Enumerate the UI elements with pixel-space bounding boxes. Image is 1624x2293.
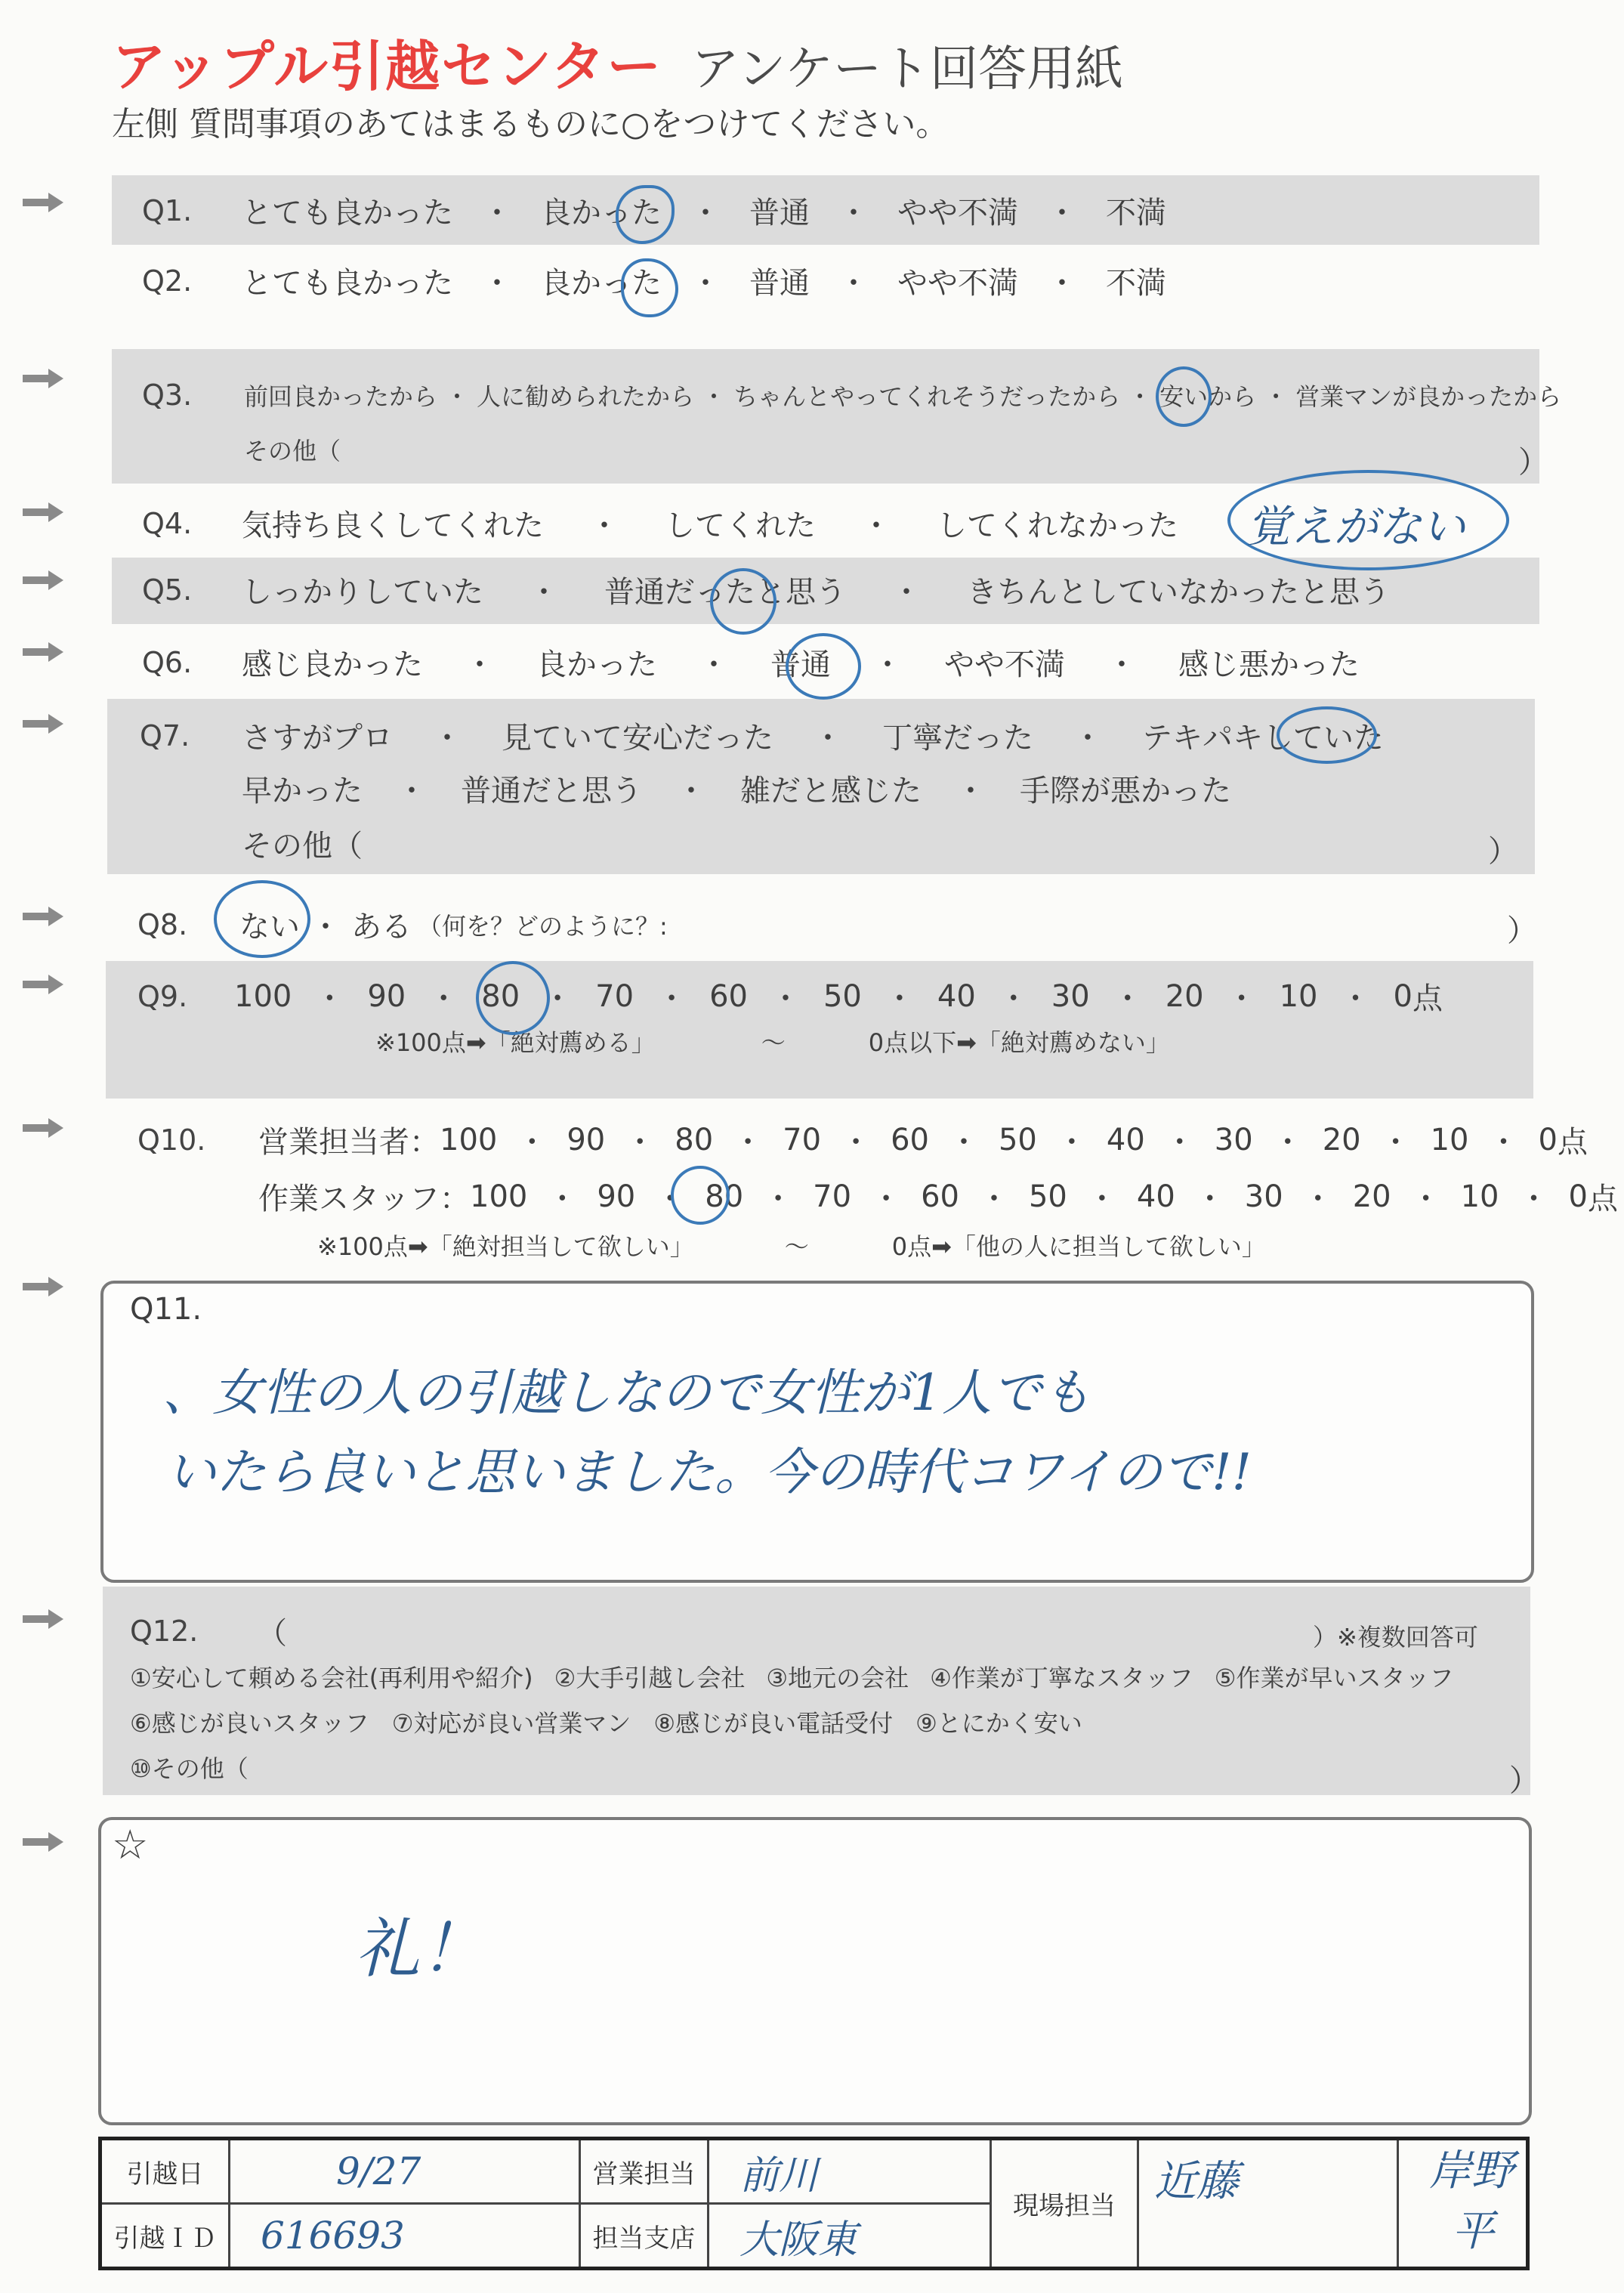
q10-sales-row: Q10. 営業担当者： 100 ・ 90 ・ 80 ・ 70 ・ 60 ・ 50 ・ 40 ・ 30 ・ 20 ・ 10 ・ 0 点: [137, 1118, 1588, 1161]
q10-sales-score[interactable]: 0: [1538, 1122, 1558, 1157]
q1-option[interactable]: 良かった: [541, 196, 662, 230]
q10-sales-score[interactable]: 70: [783, 1122, 822, 1157]
arrow-icon: [23, 642, 63, 662]
arrow-icon: [23, 369, 63, 388]
q3-option[interactable]: 安いから: [1159, 382, 1257, 411]
site-handwriting-2: 岸野: [1429, 2146, 1514, 2196]
arrow-icon: [23, 1277, 63, 1296]
branch-value: [709, 2204, 991, 2269]
q2-option[interactable]: 不満: [1106, 266, 1166, 301]
q9-note-left: ※100点➡「絶対薦める」: [375, 1028, 656, 1057]
q12-header: [130, 1609, 287, 1652]
arrow-icon: [23, 193, 63, 212]
q7-option[interactable]: 手際が悪かった: [1020, 774, 1231, 808]
q1-option[interactable]: 不満: [1106, 196, 1166, 230]
site-value-2: [1398, 2139, 1528, 2269]
moving-id-label: 引越ＩＤ: [100, 2204, 230, 2269]
q12-option[interactable]: ②大手引越し会社: [554, 1664, 746, 1692]
q8-selection-circle: [214, 880, 310, 958]
q5-row: Q5. しっかりしていた ・ 普通だったと思う ・ きちんとしていなかったと思う: [142, 568, 1390, 611]
q10-staff-score[interactable]: 80: [705, 1179, 744, 1214]
q10-sales-score[interactable]: 80: [675, 1122, 714, 1157]
q2-option[interactable]: 普通: [749, 266, 810, 301]
moving-day-value: [230, 2139, 580, 2204]
q9-selection-circle: [476, 961, 550, 1035]
q10-staff-score[interactable]: 10: [1460, 1179, 1499, 1214]
q8-option-yes[interactable]: ある: [351, 910, 412, 944]
q10-tilde: 〜: [784, 1232, 809, 1261]
q7-number: Q7.: [140, 718, 190, 752]
q7-option[interactable]: さすがプロ: [242, 721, 393, 756]
q12-number: Q12.: [130, 1614, 199, 1648]
q2-option[interactable]: とても良かった: [242, 266, 453, 301]
q10-staff-score[interactable]: 40: [1136, 1179, 1175, 1214]
q6-option[interactable]: 感じ悪かった: [1178, 647, 1360, 682]
footer-table: [98, 2137, 1530, 2270]
q10-sales-score[interactable]: 60: [891, 1122, 929, 1157]
q10-staff-score[interactable]: 70: [813, 1179, 852, 1214]
q10-sales-score[interactable]: 20: [1322, 1122, 1361, 1157]
q3-selection-circle: [1156, 366, 1212, 427]
q3-number: Q3.: [142, 379, 193, 412]
q12-open: （: [257, 1616, 287, 1651]
q9-score[interactable]: 60: [709, 978, 748, 1014]
arrow-icon: [23, 1118, 63, 1138]
form-title: アンケート回答用紙: [691, 42, 1124, 97]
q3-close: ）: [1518, 445, 1548, 480]
moving-day-label: 引越日: [100, 2139, 230, 2204]
q4-option[interactable]: してくれなかった: [937, 508, 1178, 543]
q5-option[interactable]: きちんとしていなかったと思う: [967, 575, 1390, 610]
q2-row: Q2. とても良かった ・ 良かった ・ 普通 ・ やや不満 ・ 不満: [142, 259, 1166, 302]
comment-box[interactable]: [98, 1817, 1532, 2125]
q12-option[interactable]: ⑦対応が良い営業マン: [391, 1709, 631, 1738]
q7-option[interactable]: 雑だと感じた: [740, 774, 922, 808]
q9-score[interactable]: 10: [1279, 978, 1318, 1014]
q9-note-right: 0点以下➡「絶対薦めない」: [868, 1028, 1170, 1057]
q1-option[interactable]: とても良かった: [242, 196, 453, 230]
q12-row-1: [130, 1659, 1453, 1694]
q10-staff-score[interactable]: 30: [1244, 1179, 1283, 1214]
q3-option[interactable]: 前回良かったから: [244, 382, 438, 411]
q6-option[interactable]: やや不満: [944, 647, 1065, 682]
q9-score[interactable]: 90: [367, 978, 406, 1014]
q11-number: Q11.: [130, 1292, 202, 1327]
q3-option[interactable]: 営業マンが良かったから: [1295, 382, 1562, 411]
q10-note-left: ※100点➡「絶対担当して欲しい」: [317, 1232, 694, 1261]
arrow-icon: [23, 714, 63, 734]
q9-tilde: 〜: [761, 1028, 786, 1057]
q2-option[interactable]: 良かった: [541, 266, 662, 301]
arrow-icon: [23, 1609, 63, 1629]
q10-staff-score[interactable]: 20: [1352, 1179, 1391, 1214]
q10-staff-row: 作業スタッフ： 100 ・ 90 ・ 80 ・ 70 ・ 60 ・ 50 ・ 40 ・ 30 ・ 20 ・ 10 ・ 0 点: [258, 1175, 1618, 1218]
q8-row: Q8. ない ・ ある （何を？どのように？:: [137, 903, 668, 946]
q6-option[interactable]: 普通: [770, 647, 831, 682]
q10-sales-score[interactable]: 90: [567, 1122, 606, 1157]
q7-option[interactable]: 丁寧だった: [882, 721, 1033, 756]
q12-option[interactable]: ①安心して頼める会社(再利用や紹介): [130, 1664, 533, 1692]
q7-row-2: 早かった ・ 普通だと思う ・ 雑だと感じた ・ 手際が悪かった: [242, 767, 1231, 810]
arrow-icon: [23, 570, 63, 590]
q12-option[interactable]: ⑨とにかく安い: [915, 1709, 1082, 1738]
q10-sales-score[interactable]: 50: [998, 1122, 1037, 1157]
q11-answer-line-2: いたら良いと思いました。今の時代コワイので!!: [166, 1443, 1252, 1501]
q2-number: Q2.: [142, 264, 193, 298]
q3-other-label[interactable]: その他（: [244, 437, 341, 465]
q8-number: Q8.: [137, 907, 188, 941]
q10-sales-score[interactable]: 40: [1106, 1122, 1145, 1157]
q7-option[interactable]: テキパキしていた: [1142, 721, 1384, 756]
q7-option[interactable]: 早かった: [242, 774, 363, 808]
q6-selection-circle: [786, 633, 861, 700]
q4-number: Q4.: [142, 506, 193, 540]
q10-staff-score[interactable]: 60: [921, 1179, 959, 1214]
q10-sales-label: 営業担当者：: [258, 1125, 440, 1160]
q7-close: ）: [1488, 834, 1518, 869]
q12-option[interactable]: ⑥感じが良いスタッフ: [130, 1709, 369, 1738]
q5-option[interactable]: しっかりしていた: [242, 575, 483, 610]
q10-number: Q10.: [137, 1123, 206, 1157]
moving-id-value: [230, 2204, 580, 2269]
q9-row: Q9. 100 ・ 90 ・ 80 ・ 70 ・ 60 ・ 50 ・ 40 ・ 30 ・ 20 ・ 10 ・ 0 点: [137, 975, 1443, 1018]
q9-score[interactable]: 100: [234, 978, 292, 1014]
q12-other[interactable]: ⑩その他（: [130, 1754, 249, 1783]
q12-close-note: ）※複数回答可: [1313, 1623, 1478, 1652]
q12-option[interactable]: ⑧感じが良い電話受付: [653, 1709, 894, 1738]
q12-option[interactable]: ④作業が丁寧なスタッフ: [930, 1664, 1193, 1692]
q12-close: ）: [1509, 1763, 1539, 1798]
q8-close: ）: [1507, 913, 1537, 948]
q10-unit: 点: [1557, 1125, 1588, 1160]
branch-handwriting: 大阪東: [739, 2217, 858, 2263]
q10-sales-score[interactable]: 100: [440, 1122, 498, 1157]
site-label: 現場担当: [991, 2139, 1138, 2269]
q9-score[interactable]: 80: [481, 978, 520, 1014]
q3-row: Q3. 前回良かったから ・ 人に勧められたから ・ ちゃんとやってくれそうだったから ・ 安いから ・ 営業マンが良かったから: [142, 379, 1562, 412]
sales-label: 営業担当: [580, 2139, 709, 2204]
q12-option[interactable]: ⑤作業が早いスタッフ: [1214, 1664, 1454, 1692]
arrow-icon: [23, 1832, 63, 1852]
q10-staff-score[interactable]: 50: [1028, 1179, 1067, 1214]
instruction-text: 左側 質問事項のあてはまるものに○をつけてください。: [112, 105, 949, 144]
q9-score[interactable]: 50: [823, 978, 862, 1014]
q4-option[interactable]: 気持ち良くしてくれた: [242, 508, 544, 543]
branch-label: 担当支店: [580, 2204, 709, 2269]
q6-option[interactable]: 感じ良かった: [242, 647, 423, 682]
q12-row-2: [130, 1704, 1082, 1739]
q1-number: Q1.: [142, 193, 193, 227]
q7-selection-circle: [1277, 706, 1377, 764]
q10-selection-circle: [671, 1166, 730, 1225]
q7-row-1: Q7. さすがプロ ・ 見ていて安心だった ・ 丁寧だった ・ テキパキしていた: [140, 714, 1384, 757]
q3-other: [244, 432, 341, 467]
q9-score[interactable]: 30: [1051, 978, 1090, 1014]
q1-row: Q1. とても良かった ・ 良かった ・ 普通 ・ やや不満 ・ 不満: [142, 189, 1166, 232]
q9-score[interactable]: 0: [1393, 978, 1413, 1014]
q2-option[interactable]: やや不満: [897, 266, 1018, 301]
q5-selection-circle: [710, 568, 776, 635]
q6-row: Q6. 感じ良かった ・ 良かった ・ 普通 ・ やや不満 ・ 感じ悪かった: [142, 641, 1360, 684]
q10-sales-score[interactable]: 10: [1430, 1122, 1469, 1157]
q10-staff-score[interactable]: 0: [1568, 1179, 1588, 1214]
q5-option[interactable]: 普通だったと思う: [604, 575, 846, 610]
site-handwriting-1: 近藤: [1154, 2157, 1239, 2206]
star-icon: ☆: [112, 1821, 149, 1868]
q4-row: Q4. 気持ち良くしてくれた ・ してくれた ・ してくれなかった: [142, 502, 1178, 545]
q1-option[interactable]: やや不満: [897, 196, 1018, 230]
arrow-icon: [23, 502, 63, 522]
q11-answer-line-1: 、女性の人の引越しなので女性が1人でも: [162, 1364, 1091, 1422]
q10-note: [317, 1228, 1266, 1262]
q7-option[interactable]: 見ていて安心だった: [502, 721, 773, 756]
q9-score[interactable]: 40: [937, 978, 976, 1014]
q9-score[interactable]: 20: [1165, 978, 1204, 1014]
arrow-icon: [23, 975, 63, 994]
q8-prompt: （何を？どのように？:: [418, 911, 668, 941]
moving-id-handwriting: 616693: [261, 2214, 405, 2257]
sales-value: [709, 2139, 991, 2204]
q5-number: Q5.: [142, 573, 193, 607]
q9-score[interactable]: 70: [595, 978, 634, 1014]
q2-selection-circle: [621, 258, 678, 317]
q8-option-no[interactable]: ない: [239, 910, 300, 944]
site-handwriting-3: 平: [1452, 2207, 1494, 2256]
q9-number: Q9.: [137, 979, 188, 1013]
q10-staff-score[interactable]: 100: [470, 1179, 528, 1214]
moving-day-handwriting: 9/27: [336, 2149, 421, 2193]
q1-option[interactable]: 普通: [749, 196, 810, 230]
q4-option[interactable]: してくれた: [665, 508, 816, 543]
site-value-1: [1138, 2139, 1398, 2269]
q10-unit: 点: [1587, 1182, 1618, 1216]
q10-staff-label: 作業スタッフ：: [258, 1182, 470, 1216]
arrow-icon: [23, 907, 63, 926]
q3-option[interactable]: ちゃんとやってくれそうだったから: [733, 382, 1121, 411]
sales-handwriting: 前川: [739, 2152, 819, 2199]
q12-row-3: [130, 1750, 249, 1785]
q12-option[interactable]: ③地元の会社: [766, 1664, 909, 1692]
q6-option[interactable]: 良かった: [536, 647, 657, 682]
q10-staff-score[interactable]: 90: [597, 1179, 636, 1214]
q3-option[interactable]: 人に勧められたから: [477, 382, 695, 411]
q10-note-right: 0点➡「他の人に担当して欲しい」: [891, 1232, 1266, 1261]
q7-option[interactable]: 普通だと思う: [461, 774, 642, 808]
brand-title: アップル引越センター: [112, 35, 663, 98]
comment-text: 礼！: [355, 1911, 485, 1987]
q9-unit: 点: [1412, 981, 1443, 1016]
q6-number: Q6.: [142, 645, 193, 679]
q10-sales-score[interactable]: 30: [1214, 1122, 1253, 1157]
q7-other[interactable]: その他（: [242, 829, 363, 864]
q4-handwritten-answer: 覚えがない: [1246, 501, 1466, 552]
